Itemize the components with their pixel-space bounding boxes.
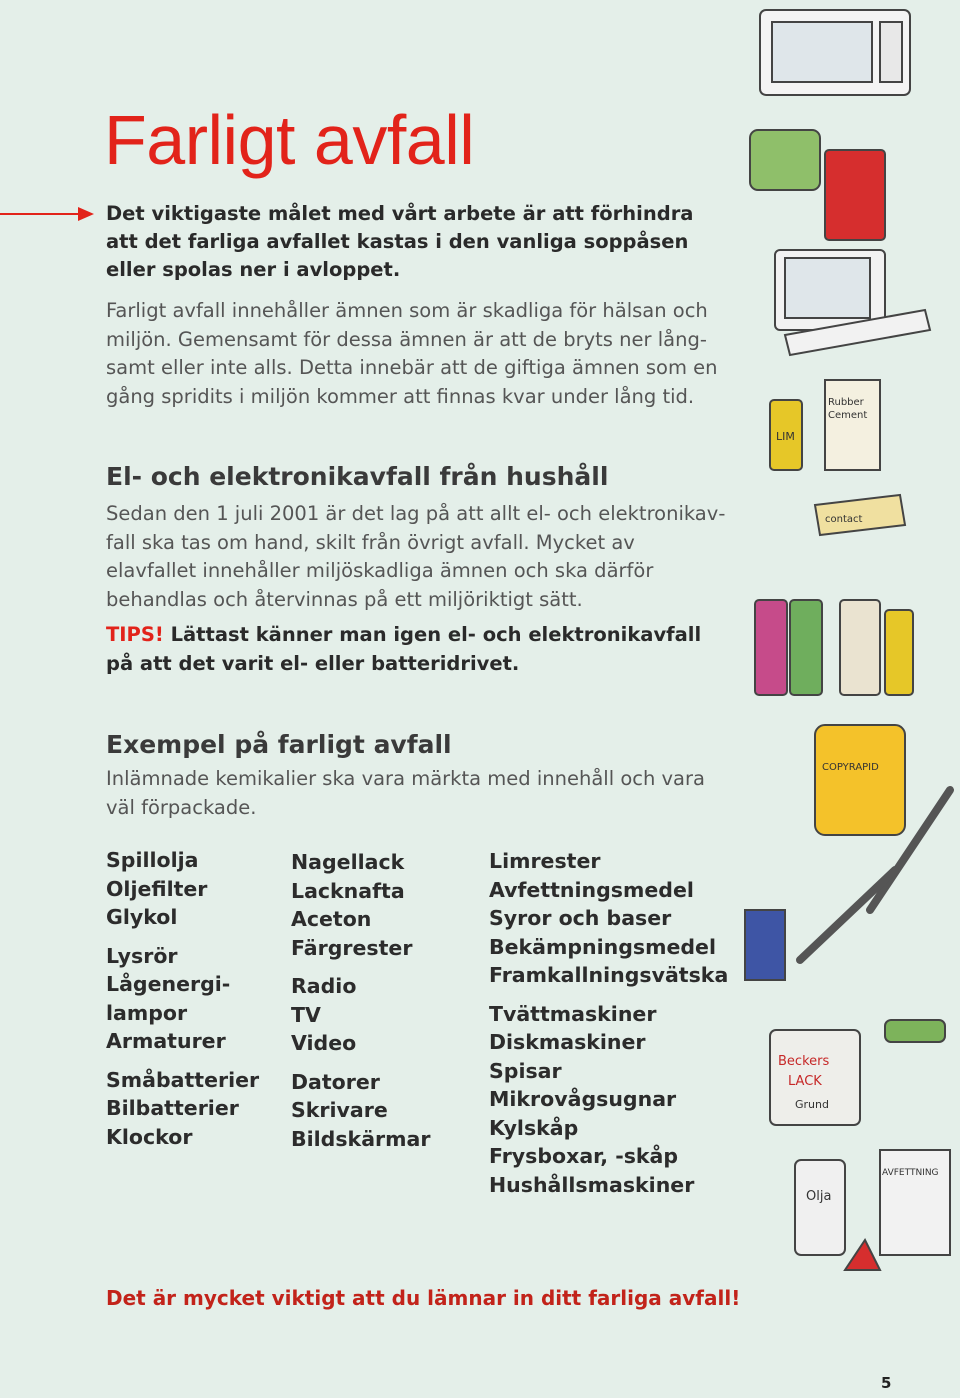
svg-text:contact: contact — [825, 514, 863, 525]
section-title-examples: Exempel på farligt avfall — [106, 730, 452, 759]
tips-label: TIPS! — [106, 623, 164, 646]
glue-bottle-icon — [770, 400, 802, 470]
svg-text:LACK: LACK — [788, 1074, 822, 1089]
glue-label: LIM — [776, 430, 795, 443]
examples-item: Lacknafta — [291, 878, 405, 903]
svg-text:COPYRAPID: COPYRAPID — [822, 762, 879, 773]
examples-item: Småbatterier — [106, 1067, 260, 1092]
examples-item: lampor — [106, 1000, 188, 1025]
examples-item: Frysboxar, -skåp — [489, 1144, 679, 1168]
funnel-icon — [845, 1240, 880, 1270]
computer-icon — [775, 250, 930, 355]
examples-item: Bilbatterier — [106, 1096, 239, 1120]
examples-item: Lågenergi- — [106, 972, 231, 996]
paint-can-icon — [770, 1030, 860, 1125]
examples-item: Tvättmaskiner — [489, 1001, 657, 1026]
tips-text: Lättast känner man igen el- och elektronikavfall på att det varit el- eller batteridrivet. — [106, 623, 702, 675]
examples-item: Färgrester — [291, 935, 413, 960]
examples-item: Video — [291, 1031, 357, 1055]
tube-icon — [815, 495, 905, 535]
examples-item: Aceton — [291, 907, 372, 931]
arrow-icon — [0, 205, 96, 223]
chemical-jug-icon — [815, 725, 905, 835]
examples-item: Limrester — [489, 849, 601, 873]
examples-item: Lysrör — [106, 943, 178, 968]
svg-text:Beckers: Beckers — [778, 1054, 830, 1069]
svg-text:Rubber: Rubber — [828, 397, 864, 408]
examples-item: Armaturer — [106, 1029, 226, 1053]
tips-paragraph — [106, 621, 726, 678]
examples-subtitle: Inlämnade kemikalier ska vara märkta med innehåll och vara väl förpackade. — [106, 767, 705, 819]
examples-item: Hushållsmaskiner — [489, 1172, 695, 1197]
examples-group — [291, 972, 430, 1058]
spray-cans-icon — [755, 600, 913, 695]
svg-text:Cement: Cement — [828, 410, 868, 421]
oil-bottle-icon — [795, 1160, 845, 1255]
degreaser-can-icon — [880, 1150, 950, 1255]
examples-group — [489, 1000, 728, 1200]
section-title-electronics: El- och elektronikavfall från hushåll — [106, 462, 609, 491]
examples-item: Bildskärmar — [291, 1126, 431, 1151]
examples-group — [291, 848, 430, 962]
examples-item: Bekämpningsmedel — [489, 934, 716, 959]
examples-item: Spillolja — [106, 848, 199, 872]
examples-item: Nagellack — [291, 850, 405, 874]
svg-text:AVFETTNING: AVFETTNING — [882, 1168, 939, 1178]
examples-column-2 — [291, 848, 430, 1163]
examples-group — [106, 846, 259, 932]
examples-item: Framkallningsvätska — [489, 963, 729, 987]
examples-item: Datorer — [291, 1069, 380, 1094]
intro-lead: Det viktigaste målet med vårt arbete är att förhindra att det farliga avfallet kastas i den vanliga soppåsen eller spolas ner i avloppet. — [106, 202, 694, 281]
examples-column-1 — [106, 846, 259, 1161]
microwave-icon — [760, 10, 910, 95]
paint-roller-icon — [885, 1020, 945, 1042]
examples-item: Glykol — [106, 905, 178, 929]
svg-text:Olja: Olja — [806, 1189, 832, 1204]
examples-column-3 — [489, 847, 728, 1209]
page-number: 5 — [881, 1374, 892, 1392]
battery-icon — [745, 910, 785, 980]
examples-item: Oljefilter — [106, 876, 208, 901]
toaster-icon — [750, 130, 820, 190]
examples-group — [291, 1068, 430, 1154]
coffee-maker-icon — [825, 150, 885, 240]
examples-group — [106, 1066, 259, 1152]
examples-item: Diskmaskiner — [489, 1030, 646, 1054]
footer-note: Det är mycket viktigt att du lämnar in ditt farliga avfall! — [106, 1286, 741, 1310]
examples-item: Avfettningsmedel — [489, 877, 694, 902]
examples-item: Kylskåp — [489, 1115, 579, 1140]
page-title: Farligt avfall — [104, 101, 475, 179]
intro-body: Farligt avfall innehåller ämnen som är skadliga för hälsan och miljön. Gemensamt för dessa ämnen är att de bryts ner långsamt eller inte alls. Detta innebär att de giftiga ämnen som en gång spridits i miljön kommer att finnas kvar under lång tid. — [106, 299, 718, 408]
electronics-body: Sedan den 1 juli 2001 är det lag på att allt el- och elektronikavfall ska tas om hand, skilt från övrigt avfall. Mycket av elavfallet innehåller miljöskadliga ämnen och ska därför behandlas och återvinnas på ett miljöriktigt sätt. — [106, 502, 726, 611]
hazardous-items-illustration — [730, 0, 960, 1290]
examples-item: Syror och baser — [489, 906, 672, 930]
svg-text:Grund: Grund — [795, 1098, 829, 1111]
examples-item: Mikrovågsugnar — [489, 1087, 677, 1111]
rubber-cement-can-icon — [825, 380, 880, 470]
examples-group — [106, 942, 259, 1056]
examples-item: TV — [291, 1002, 321, 1027]
examples-group — [489, 847, 728, 990]
examples-item: Spisar — [489, 1058, 562, 1083]
examples-item: Radio — [291, 974, 357, 998]
examples-item: Klockor — [106, 1124, 193, 1149]
examples-item: Skrivare — [291, 1098, 388, 1122]
